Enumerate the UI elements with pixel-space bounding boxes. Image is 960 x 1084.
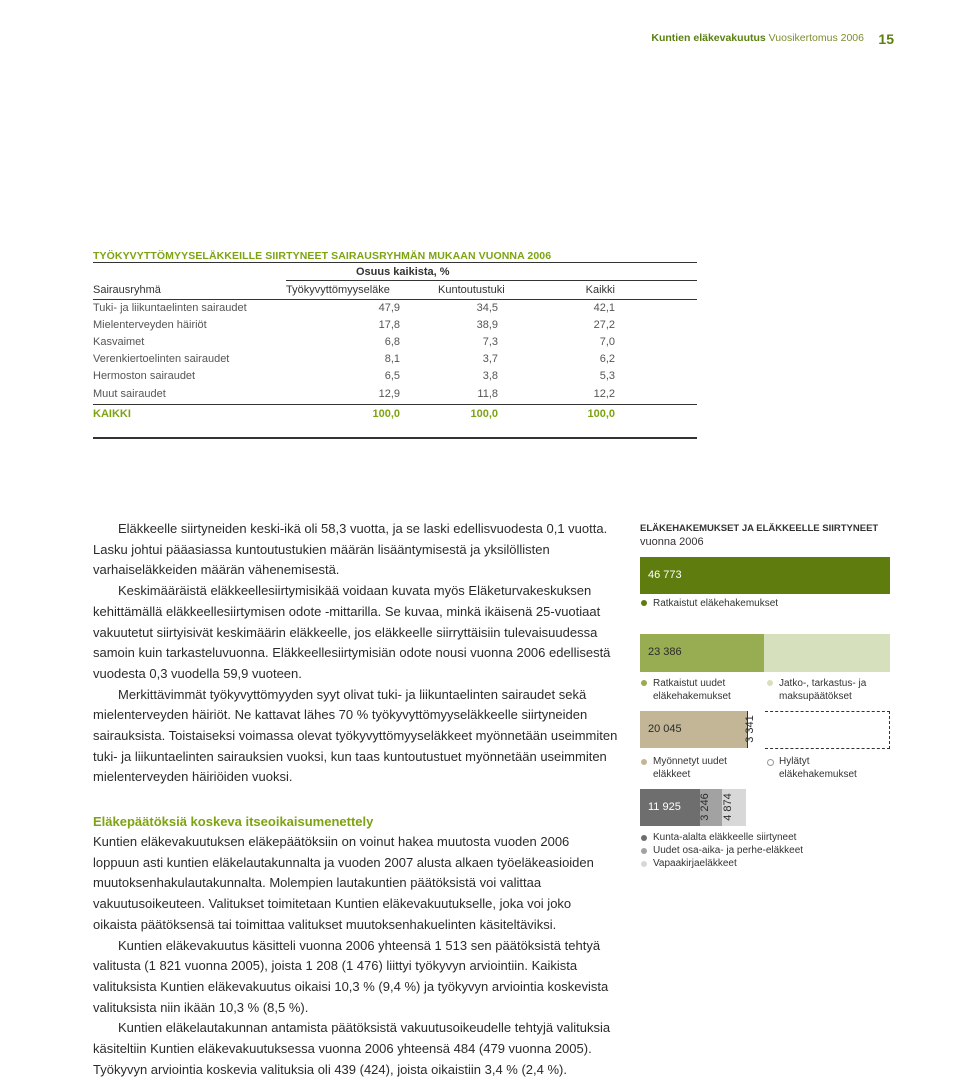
- section-heading: Eläkepäätöksiä koskeva itseoikaisumenettely: [93, 814, 374, 829]
- bar-vapaakirja: [722, 789, 746, 826]
- paragraph: Kuntien eläkevakuutuksen eläkepäätöksiin on voinut hakea muutosta vuoden 2006 loppuun asti kuntien eläkelautakunnalta ja vuoden 2007 alusta alkaen työeläkeasioiden muutoksenhakulautakunnalta. Molempien lautakuntien päätöksistä voi valittaa vakuutusoikeuteen. Valitukset toimitetaan Kuntien eläkevakuutukselle, joka voi joko oikaista päätöksensä tai toimittaa valitukset muutoksenhakuelinten käsiteltäviksi.: [93, 834, 594, 932]
- bar-value: 46 773: [648, 569, 682, 581]
- legend-dot: [641, 680, 647, 686]
- table-cell: Hermoston sairaudet: [93, 370, 196, 382]
- bar-ratkaistut-hakemukset: [640, 557, 890, 594]
- table-bottom-rule: [93, 437, 697, 439]
- bar-kunta-ala: [640, 789, 700, 826]
- table-group-header-row: [93, 264, 697, 281]
- paragraph: Keskimääräistä eläkkeellesiirtymisikää voidaan kuvata myös Eläketurvakeskuksen kehittämällä eläkkeellesiirtymisen odote -mittarilla. Se kuvaa, minkä ikäisenä 25-vuotiaat vakuutetut siirtyisivät keskimäärin eläkkeelle, jos eläkkeelle siirryttäisiin tulevaisuudessa samoin kuin tarkasteluvuonna. Eläkkeellesiirtymisiän odote nousi vuonna 2006 edellisestä vuodesta 0,3 vuodella 59,9 vuoteen.: [93, 583, 611, 681]
- table-cell: 3,8: [482, 370, 498, 382]
- table-cell: 27,2: [593, 319, 615, 331]
- table-cell: 8,1: [384, 353, 400, 365]
- column-header: Työkyvyttömyyseläke: [286, 284, 390, 296]
- legend-label: Ratkaistut uudet eläkehakemukset: [653, 678, 731, 702]
- table-row: [93, 317, 697, 334]
- column-header: Sairausryhmä: [93, 284, 161, 296]
- table-row: [93, 351, 697, 368]
- bar-jatko-paatokset: [764, 634, 890, 672]
- sidebar-title: ELÄKEHAKEMUKSET JA ELÄKKEELLE SIIRTYNEET: [640, 523, 879, 534]
- running-header: [651, 32, 864, 44]
- legend-dot: [641, 848, 647, 854]
- legend-label: Ratkaistut eläkehakemukset: [653, 598, 779, 609]
- bar-myonnetyt-uudet: [640, 711, 747, 748]
- bar-outline-remaining: [765, 711, 890, 749]
- bar-value: 11 925: [648, 801, 681, 813]
- table-cell: 38,9: [476, 319, 498, 331]
- bar-side-value: 3 246: [698, 793, 711, 821]
- table-cell: 100,0: [587, 408, 615, 420]
- table-cell: Kasvaimet: [93, 336, 145, 348]
- bar-side-value: 4 874: [721, 793, 734, 821]
- bar-hylatyt: [743, 711, 766, 748]
- table-cell: Mielenterveyden häiriöt: [93, 319, 207, 331]
- table-top-rule: [93, 262, 697, 263]
- header-subtitle: Vuosikertomus 2006: [768, 32, 864, 44]
- table-cell: 47,9: [378, 302, 400, 314]
- column-header: Kuntoutustuki: [438, 284, 505, 296]
- legend-label: Jatko-, tarkastus- ja maksupäätökset: [779, 678, 867, 702]
- table-title: TYÖKYVYTTÖMYYSELÄKKEILLE SIIRTYNEET SAIRAUSRYHMÄN MUKAAN VUONNA 2006: [93, 250, 552, 262]
- paragraph: Kuntien eläkelautakunnan antamista päätöksistä vakuutusoikeudelle tehtyjä valituksia käsiteltiin Kuntien eläkevakuutuksessa vuonna 2006 yhteensä 484 (479 vuonna 2005). Työkyvyn arviointia koskevia valituksia oli 439 (424), joista oikaistiin 3,4 % (2,4 %).: [93, 1020, 611, 1077]
- table-cell: 6,5: [384, 370, 400, 382]
- table-cell: 6,2: [599, 353, 615, 365]
- body-text-lower: [93, 812, 618, 1080]
- group-header-rule: [286, 280, 697, 281]
- column-header: Kaikki: [585, 284, 615, 296]
- sidebar-subtitle: vuonna 2006: [640, 536, 704, 548]
- table-row: [93, 368, 697, 385]
- table-cell: Verenkiertoelinten sairaudet: [93, 353, 230, 365]
- bar-value: 23 386: [648, 646, 682, 658]
- legend-label: Vapaakirjaeläkkeet: [653, 858, 737, 869]
- table-row: [93, 386, 697, 403]
- table-cell: 7,3: [482, 336, 498, 348]
- legend-label: Kunta-alalta eläkkeelle siirtyneet: [653, 832, 797, 843]
- legend-dot: [641, 861, 647, 867]
- table-cell: Muut sairaudet: [93, 388, 166, 400]
- bar-osa-aika-perhe: [700, 789, 722, 826]
- paragraph: Kuntien eläkevakuutus käsitteli vuonna 2006 yhteensä 1 513 sen päätöksistä tehtyä valitusta (1 821 vuonna 2005), joista 1 208 (1 476) liittyi työkyvyn arviointiin. Kaikista valituksista Kuntien eläkevakuutus oikaisi 10,3 % (9,4 %) ja työkyvyn arviointia koskevista valituksista niin ikään 10,3 % (8,5 %).: [93, 937, 609, 1015]
- table-cell: 34,5: [476, 302, 498, 314]
- legend-dot: [767, 759, 774, 766]
- table-cell: 42,1: [593, 302, 615, 314]
- legend-dot: [641, 835, 647, 841]
- legend-dot: [641, 759, 647, 765]
- header-brand: Kuntien eläkevakuutus: [651, 32, 766, 44]
- table-row: [93, 334, 697, 351]
- table-cell: 100,0: [372, 408, 400, 420]
- group-header: Osuus kaikista, %: [356, 266, 450, 278]
- paragraph: Eläkkeelle siirtyneiden keski-ikä oli 58,3 vuotta, ja se laski edellisvuodesta 0,1 vuotta. Lasku johtui pääasiassa kuntoutustukien määrän lisääntymisestä ja yksilöllisten varhaiseläkkeiden määrän vähenemisestä.: [93, 521, 608, 578]
- paragraph: Merkittävimmät työkyvyttömyyden syyt olivat tuki- ja liikuntaelinten sairaudet sekä mielenterveyden häiriöt. Ne kattavat lähes 70 % työkyvyttömyyseläkkeelle siirtyneiden sairauksista. Toistaiseksi voimassa olevat työkyvyttömyyseläkkeet myönnetään useimmiten tuki- ja liikuntaelinten sairauksien vuoksi, kun taas kuntoutustuet myönnetään useimmiten mielenterveyden häiriöiden vuoksi.: [93, 686, 618, 785]
- table-cell: 5,3: [599, 370, 615, 382]
- bar-ratkaistut-uudet: [640, 634, 764, 672]
- table-cell: 7,0: [599, 336, 615, 348]
- body-text-upper: [93, 519, 618, 788]
- table-cell: KAIKKI: [93, 408, 131, 420]
- table-cell: 12,9: [378, 388, 400, 400]
- page-number: 15: [878, 31, 894, 47]
- legend-label: Uudet osa-aika- ja perhe-eläkkeet: [653, 845, 804, 856]
- total-rule: [93, 404, 697, 405]
- table-header-row: [93, 282, 697, 299]
- legend-label: Hylätyt eläkehakemukset: [779, 756, 857, 780]
- legend-label: Myönnetyt uudet eläkkeet: [653, 756, 727, 780]
- table-cell: 12,2: [593, 388, 615, 400]
- legend-dot: [641, 600, 647, 606]
- table-cell: 11,8: [477, 388, 498, 400]
- table-cell: 3,7: [482, 353, 498, 365]
- table-row: [93, 300, 697, 317]
- table-cell: 100,0: [470, 408, 498, 420]
- bar-side-value: 3 341: [743, 715, 756, 743]
- bar-value: 20 045: [648, 723, 682, 735]
- table-total-row: [93, 406, 697, 423]
- table-cell: Tuki- ja liikuntaelinten sairaudet: [93, 302, 247, 314]
- table-cell: 6,8: [384, 336, 400, 348]
- table-cell: 17,8: [378, 319, 400, 331]
- legend-dot: [767, 680, 773, 686]
